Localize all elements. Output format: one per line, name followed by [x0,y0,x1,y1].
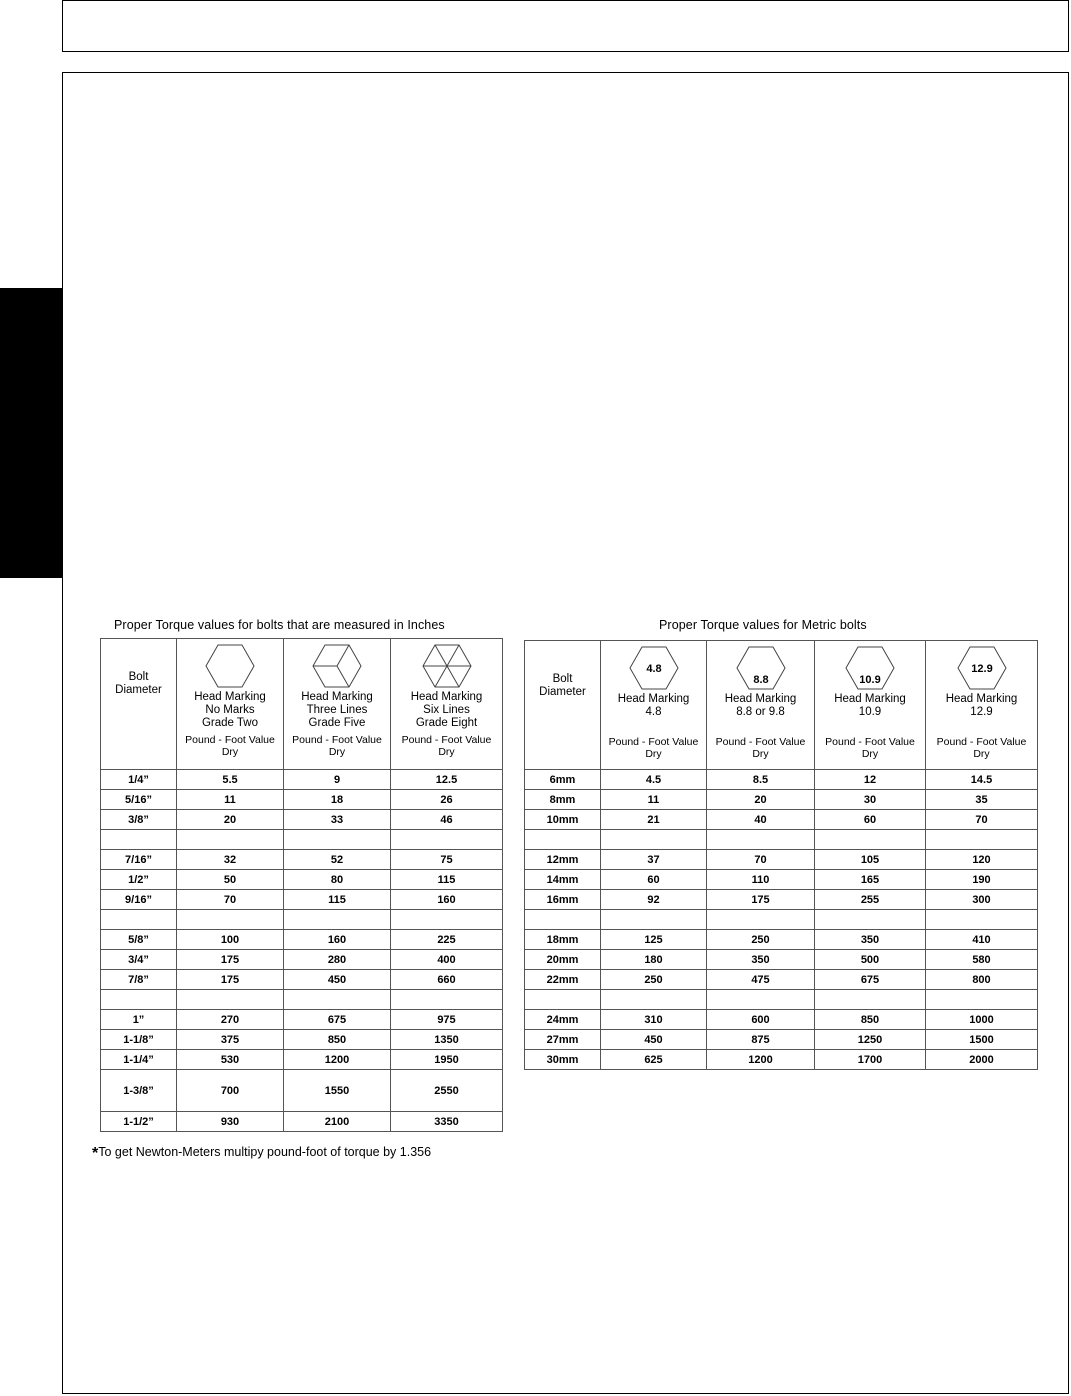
hex-no-marks-icon [205,643,255,689]
bolt-size-cell [525,830,601,850]
hex-12-9-icon [957,645,1007,691]
torque-value-cell [815,990,926,1010]
torque-value-cell: 12 [815,770,926,790]
grade-eight-header: Head Marking Six Lines Grade Eight Pound - Foot Value Dry [391,639,503,770]
table-row [525,930,1038,950]
torque-value-cell [815,830,926,850]
bolt-size-cell: 24mm [525,1010,601,1030]
torque-value-cell: 80 [284,870,391,890]
table-row [525,790,1038,810]
inch-table-title: Proper Torque values for bolts that are measured in Inches [114,618,445,632]
torque-value-cell: 1350 [391,1030,503,1050]
torque-value-cell: 37 [601,850,707,870]
torque-value-cell: 475 [707,970,815,990]
bolt-size-cell [525,990,601,1010]
torque-value-cell: 60 [815,810,926,830]
table-row [525,970,1038,990]
torque-value-cell: 625 [601,1050,707,1070]
hex-8-8-icon [736,645,786,691]
torque-value-cell: 225 [391,930,503,950]
torque-value-cell: 5.5 [177,770,284,790]
torque-value-cell: 175 [177,970,284,990]
footnote-star: * [92,1145,99,1162]
table-row [525,890,1038,910]
table-row [101,1050,503,1070]
torque-value-cell [815,910,926,930]
torque-value-cell: 100 [177,930,284,950]
torque-value-cell: 26 [391,790,503,810]
torque-value-cell: 1700 [815,1050,926,1070]
section-tab [0,288,62,578]
torque-value-cell: 46 [391,810,503,830]
bolt-size-cell [101,990,177,1010]
bolt-diameter-header: Bolt Diameter [525,641,601,770]
bolt-size-cell: 1/2” [101,870,177,890]
bolt-size-cell: 1-3/8” [101,1070,177,1112]
torque-value-cell [601,830,707,850]
torque-value-cell: 1200 [284,1050,391,1070]
torque-value-cell: 580 [926,950,1038,970]
table-row [525,850,1038,870]
table-row [101,950,503,970]
torque-value-cell [707,990,815,1010]
torque-value-cell [177,910,284,930]
torque-value-cell: 675 [284,1010,391,1030]
torque-value-cell: 250 [601,970,707,990]
table-row [525,950,1038,970]
torque-value-cell: 70 [707,850,815,870]
torque-value-cell [391,910,503,930]
torque-value-cell: 33 [284,810,391,830]
torque-value-cell [391,990,503,1010]
torque-value-cell: 9 [284,770,391,790]
torque-value-cell: 70 [177,890,284,910]
table-row [101,990,503,1010]
torque-value-cell: 270 [177,1010,284,1030]
torque-value-cell: 310 [601,1010,707,1030]
hex-label: 10.9 [859,674,881,686]
torque-value-cell: 110 [707,870,815,890]
bolt-size-cell: 1-1/8” [101,1030,177,1050]
bolt-size-cell: 5/16” [101,790,177,810]
bolt-size-cell: 18mm [525,930,601,950]
torque-value-cell: 11 [177,790,284,810]
torque-value-cell [926,830,1038,850]
torque-value-cell: 410 [926,930,1038,950]
torque-value-cell: 175 [177,950,284,970]
table-row [101,910,503,930]
torque-value-cell: 1000 [926,1010,1038,1030]
torque-value-cell [707,830,815,850]
table-row [525,1030,1038,1050]
grade-8-8-header: 8.8 Head Marking 8.8 or 9.8 Pound - Foot Value Dry [707,641,815,770]
bolt-size-cell: 27mm [525,1030,601,1050]
hex-label: 8.8 [752,674,769,686]
torque-value-cell: 255 [815,890,926,910]
torque-value-cell: 20 [177,810,284,830]
torque-value-cell: 375 [177,1030,284,1050]
torque-value-cell: 32 [177,850,284,870]
bolt-size-cell [101,910,177,930]
torque-value-cell: 300 [926,890,1038,910]
table-row [101,1030,503,1050]
torque-value-cell: 180 [601,950,707,970]
table-row [101,870,503,890]
torque-value-cell: 4.5 [601,770,707,790]
torque-value-cell: 450 [284,970,391,990]
torque-value-cell: 160 [391,890,503,910]
torque-value-cell: 3350 [391,1112,503,1132]
footnote [92,1145,431,1163]
inch-torque-table [100,638,503,1132]
torque-value-cell: 2550 [391,1070,503,1112]
torque-value-cell: 165 [815,870,926,890]
bolt-size-cell: 10mm [525,810,601,830]
bolt-size-cell [525,910,601,930]
bolt-size-cell: 3/8” [101,810,177,830]
torque-value-cell: 800 [926,970,1038,990]
torque-value-cell: 50 [177,870,284,890]
torque-value-cell: 18 [284,790,391,810]
torque-value-cell: 30 [815,790,926,810]
torque-value-cell: 2000 [926,1050,1038,1070]
torque-value-cell: 450 [601,1030,707,1050]
torque-value-cell: 675 [815,970,926,990]
torque-value-cell [601,990,707,1010]
hex-three-lines-icon [312,643,362,689]
torque-value-cell: 20 [707,790,815,810]
torque-value-cell [284,910,391,930]
torque-value-cell: 700 [177,1070,284,1112]
torque-value-cell: 40 [707,810,815,830]
grade-10-9-header: 10.9 Head Marking 10.9 Pound - Foot Value Dry [815,641,926,770]
table-row [101,1112,503,1132]
table-row [101,830,503,850]
torque-value-cell: 115 [391,870,503,890]
footnote-text: To get Newton-Meters multipy pound-foot of torque by 1.356 [98,1145,432,1159]
bolt-size-cell: 3/4” [101,950,177,970]
bolt-size-cell: 20mm [525,950,601,970]
torque-value-cell [926,910,1038,930]
torque-value-cell [284,990,391,1010]
torque-value-cell: 400 [391,950,503,970]
hex-label: 4.8 [645,663,662,675]
bolt-diameter-header: Bolt Diameter [101,639,177,770]
torque-value-cell: 120 [926,850,1038,870]
torque-value-cell: 250 [707,930,815,950]
hex-10-9-icon [845,645,895,691]
grade-five-header: Head Marking Three Lines Grade Five Pound - Foot Value Dry [284,639,391,770]
torque-value-cell: 1200 [707,1050,815,1070]
bolt-size-cell: 12mm [525,850,601,870]
bolt-size-cell: 14mm [525,870,601,890]
table-row [101,970,503,990]
torque-value-cell: 115 [284,890,391,910]
bolt-size-cell: 1/4” [101,770,177,790]
torque-value-cell: 35 [926,790,1038,810]
bolt-size-cell: 9/16” [101,890,177,910]
table-row [525,810,1038,830]
torque-value-cell: 12.5 [391,770,503,790]
header-box [62,0,1069,52]
torque-value-cell: 350 [707,950,815,970]
bolt-size-cell: 22mm [525,970,601,990]
torque-value-cell: 975 [391,1010,503,1030]
torque-value-cell: 2100 [284,1112,391,1132]
torque-value-cell: 660 [391,970,503,990]
grade-4-8-header: 4.8 Head Marking 4.8 Pound - Foot Value Dry [601,641,707,770]
torque-value-cell: 8.5 [707,770,815,790]
torque-value-cell: 175 [707,890,815,910]
torque-value-cell: 14.5 [926,770,1038,790]
torque-value-cell: 530 [177,1050,284,1070]
hex-six-lines-icon [422,643,472,689]
torque-value-cell: 190 [926,870,1038,890]
torque-value-cell: 850 [284,1030,391,1050]
torque-value-cell: 500 [815,950,926,970]
bolt-size-cell: 1” [101,1010,177,1030]
torque-value-cell: 350 [815,930,926,950]
bolt-size-cell: 7/8” [101,970,177,990]
grade-12-9-header: 12.9 Head Marking 12.9 Pound - Foot Value Dry [926,641,1038,770]
torque-value-cell: 1500 [926,1030,1038,1050]
table-row [525,990,1038,1010]
table-row [101,770,503,790]
torque-value-cell: 11 [601,790,707,810]
torque-value-cell: 52 [284,850,391,870]
torque-value-cell [284,830,391,850]
torque-value-cell: 600 [707,1010,815,1030]
torque-value-cell [391,830,503,850]
torque-value-cell: 75 [391,850,503,870]
torque-value-cell: 70 [926,810,1038,830]
torque-value-cell: 125 [601,930,707,950]
table-row [525,1050,1038,1070]
torque-value-cell: 1550 [284,1070,391,1112]
torque-value-cell [601,910,707,930]
table-row [525,770,1038,790]
bolt-size-cell [101,830,177,850]
torque-value-cell: 875 [707,1030,815,1050]
torque-value-cell: 1950 [391,1050,503,1070]
torque-value-cell: 850 [815,1010,926,1030]
torque-value-cell: 930 [177,1112,284,1132]
hex-label: 12.9 [970,663,993,675]
table-row [101,1010,503,1030]
bolt-size-cell: 7/16” [101,850,177,870]
bolt-size-cell: 6mm [525,770,601,790]
bolt-size-cell: 1-1/2” [101,1112,177,1132]
torque-value-cell [707,910,815,930]
table-row [101,790,503,810]
torque-value-cell: 105 [815,850,926,870]
hex-4-8-icon [629,645,679,691]
table-row [101,930,503,950]
table-row [525,830,1038,850]
table-row [525,870,1038,890]
torque-value-cell: 280 [284,950,391,970]
torque-value-cell [926,990,1038,1010]
torque-value-cell: 160 [284,930,391,950]
torque-value-cell: 21 [601,810,707,830]
torque-value-cell [177,830,284,850]
table-row [525,910,1038,930]
torque-value-cell: 1250 [815,1030,926,1050]
torque-value-cell: 60 [601,870,707,890]
torque-value-cell [177,990,284,1010]
bolt-size-cell: 16mm [525,890,601,910]
metric-torque-table [524,640,1038,1070]
bolt-size-cell: 1-1/4” [101,1050,177,1070]
grade-two-header: Head Marking No Marks Grade Two Pound - Foot Value Dry [177,639,284,770]
table-row [101,1070,503,1112]
torque-value-cell: 92 [601,890,707,910]
bolt-size-cell: 30mm [525,1050,601,1070]
table-row [101,810,503,830]
table-row [101,850,503,870]
metric-table-title: Proper Torque values for Metric bolts [659,618,867,632]
table-row [525,1010,1038,1030]
bolt-size-cell: 8mm [525,790,601,810]
table-row [101,890,503,910]
bolt-size-cell: 5/8” [101,930,177,950]
